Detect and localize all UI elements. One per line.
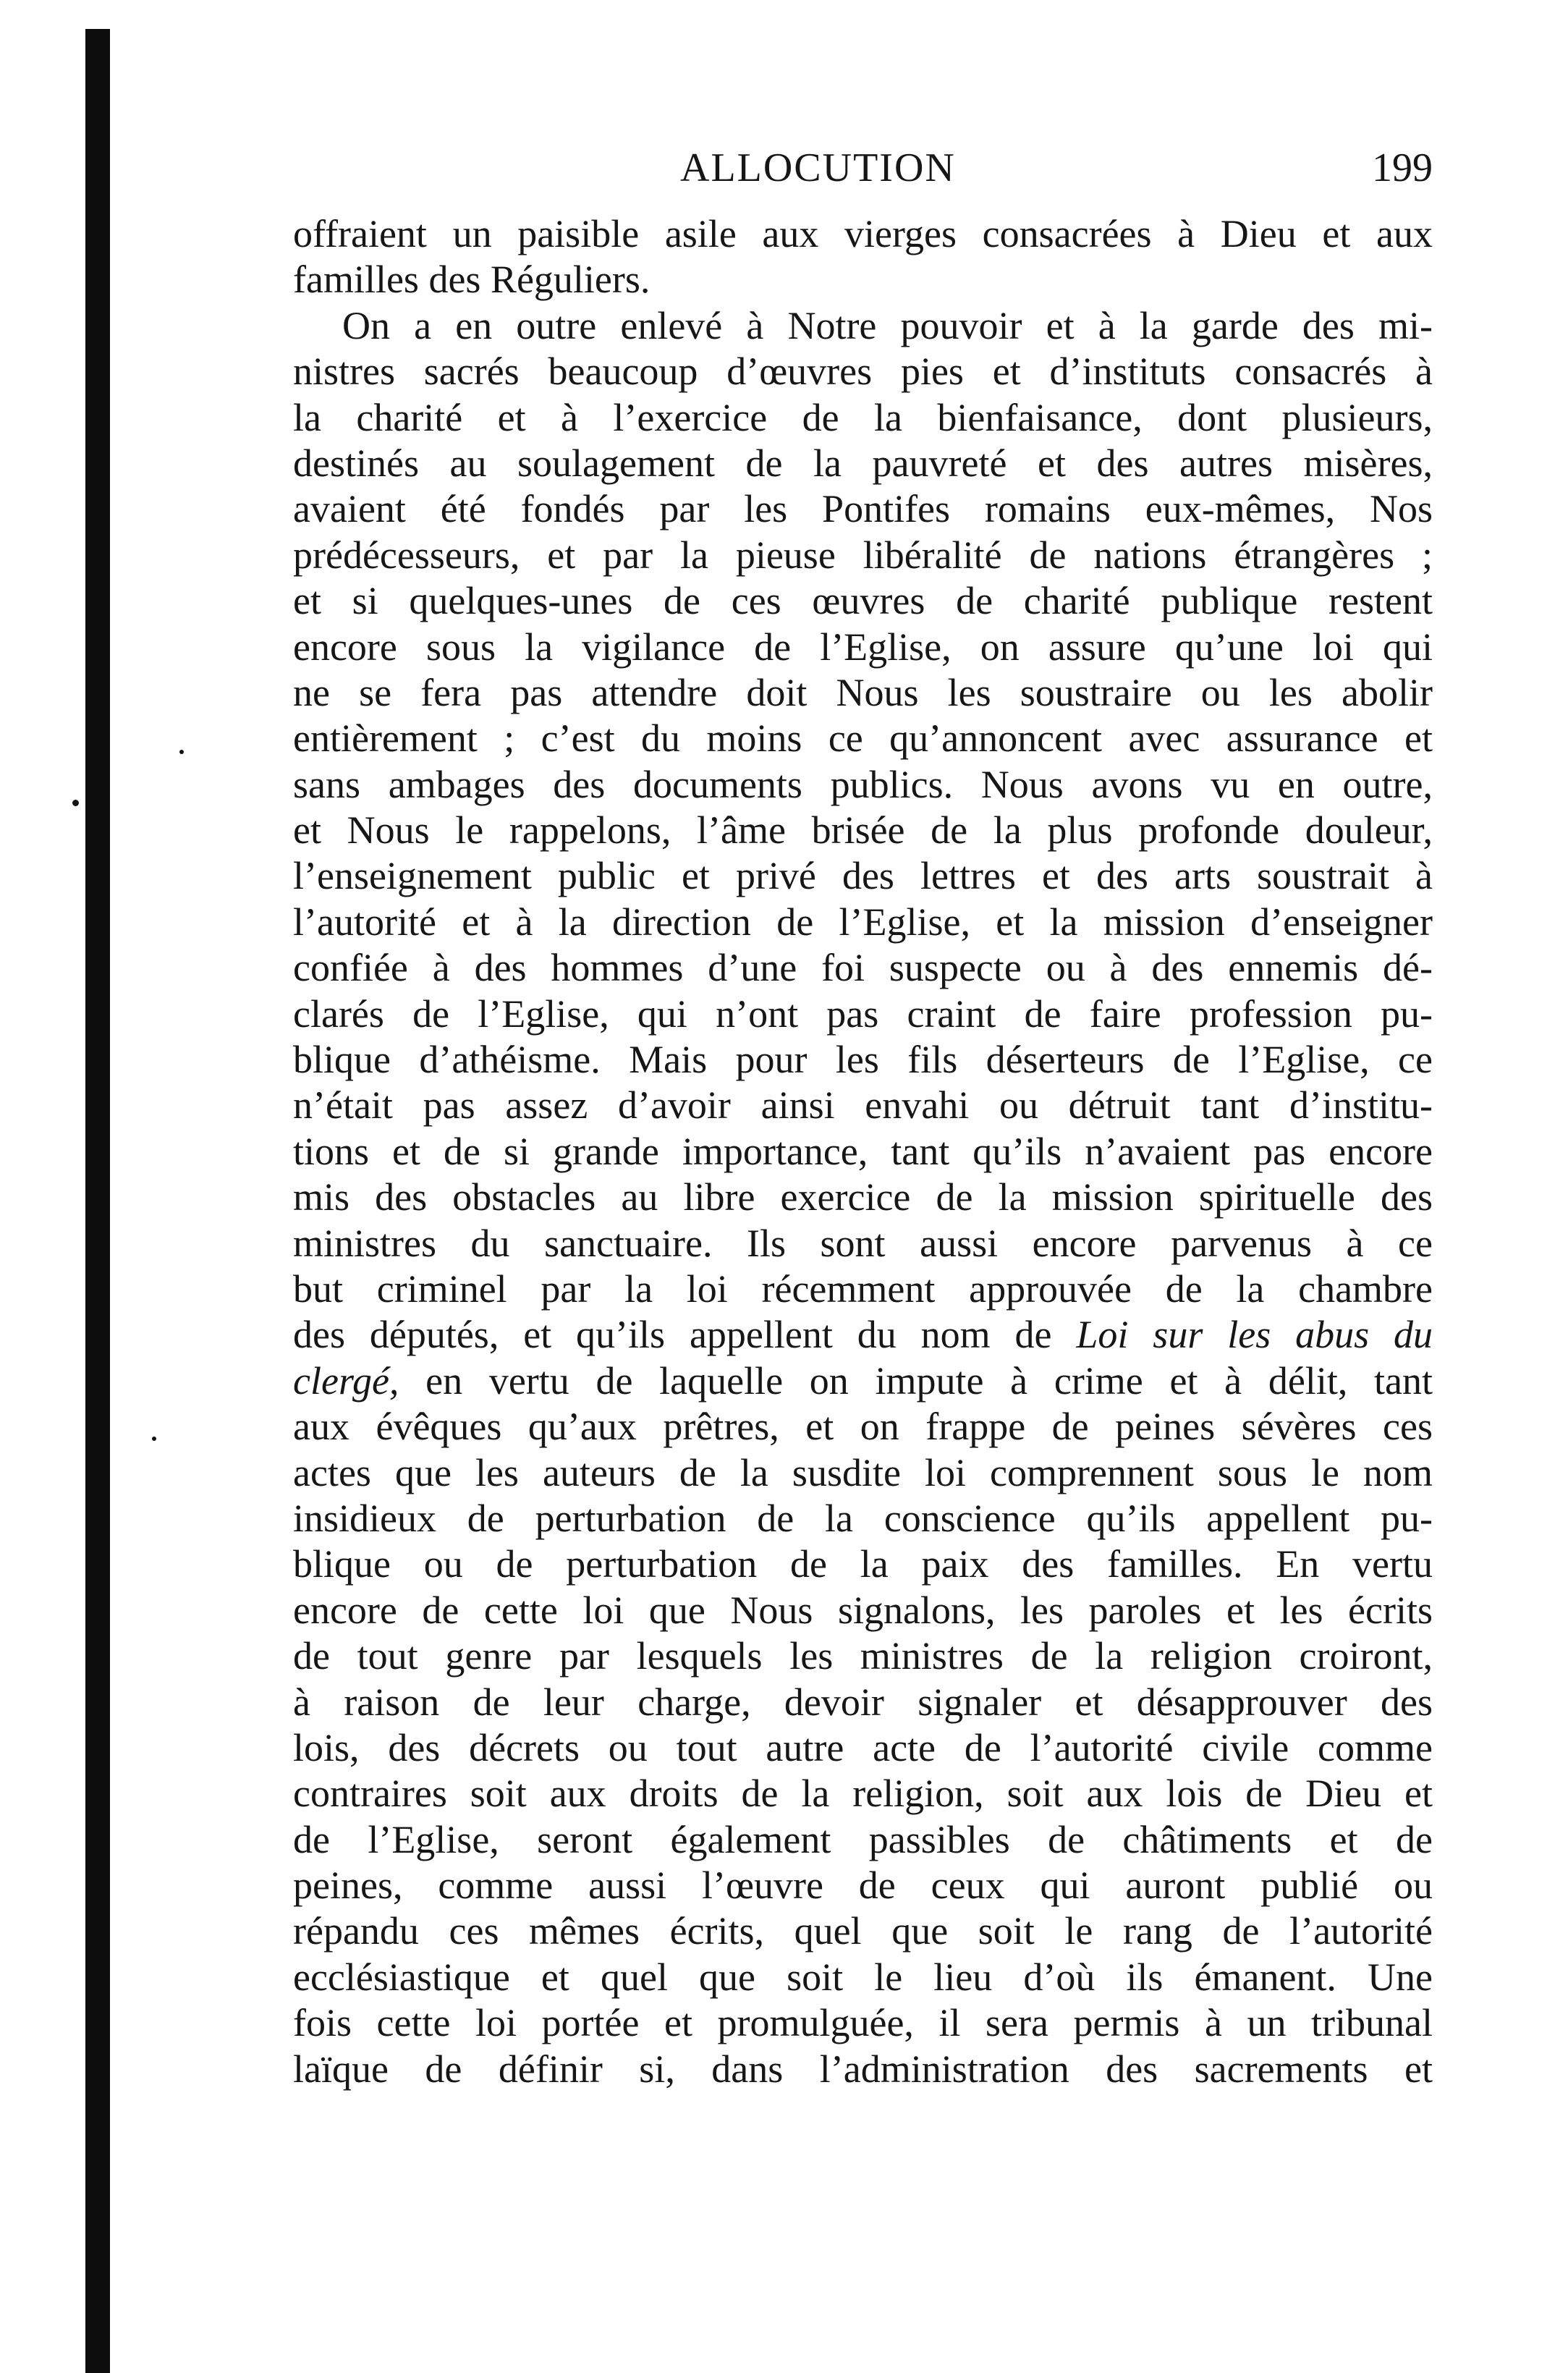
scan-speck (152, 1437, 156, 1441)
running-head (289, 139, 1433, 197)
text-line: et si quelques-unes de ces œuvres de charité publique restent (293, 579, 1433, 623)
body-text (293, 211, 1433, 2092)
text-line: et Nous le rappelons, l’âme brisée de la plus profonde douleur, (293, 808, 1433, 853)
text-line: avaient été fondés par les Pontifes romains eux-mêmes, Nos (293, 487, 1433, 531)
text-line: de tout genre par lesquels les ministres de la religion croiront, (293, 1634, 1433, 1678)
text-line: répandu ces mêmes écrits, quel que soit le rang de l’autorité (293, 1909, 1433, 1953)
text-line: peines, comme aussi l’œuvre de ceux qui auront publié ou (293, 1864, 1433, 1908)
text-line: entièrement ; c’est du moins ce qu’annoncent avec assurance et (293, 716, 1433, 761)
text-line: but criminel par la loi récemment approuvée de la chambre (293, 1266, 1433, 1311)
line-text: des députés, et qu’ils appellent du nom de (293, 1313, 1052, 1357)
binding-edge (85, 29, 110, 2373)
page-number: 199 (1372, 145, 1433, 190)
line-text: en vertu de laquelle on impute à crime et à délit, tant (425, 1358, 1433, 1403)
text-line: nistres sacrés beaucoup d’œuvres pies et d’instituts consacrés à (293, 350, 1433, 394)
text-line: encore de cette loi que Nous signalons, les paroles et les écrits (293, 1588, 1433, 1632)
text-line: mis des obstacles au libre exercice de la mission spirituelle des (293, 1175, 1433, 1219)
text-line: insidieux de perturbation de la conscience qu’ils appellent pu- (293, 1496, 1433, 1540)
text-line: destinés au soulagement de la pauvreté et des autres misères, (293, 441, 1433, 485)
text-line: On a en outre enlevé à Notre pouvoir et à la garde des mi- (342, 303, 1433, 347)
scan-speck (179, 750, 184, 754)
text-line: ne se fera pas attendre doit Nous les soustraire ou les abolir (293, 670, 1433, 714)
text-line: blique ou de perturbation de la paix des familles. En vertu (293, 1542, 1433, 1586)
text-line: offraient un paisible asile aux vierges consacrées à Dieu et aux (293, 212, 1433, 255)
text-line: prédécesseurs, et par la pieuse libéralité de nations étrangères ; (293, 533, 1433, 577)
text-line: lois, des décrets ou tout autre acte de l’autorité civile comme (293, 1725, 1433, 1769)
italic-law-title: Loi sur les abus du (1076, 1313, 1433, 1357)
running-title: ALLOCUTION (680, 145, 956, 190)
text-line: actes que les auteurs de la susdite loi comprennent sous le nom (293, 1450, 1433, 1494)
text-line: ecclésiastique et quel que soit le lieu d’où ils émanent. Une (293, 1955, 1433, 1999)
text-line: l’autorité et à la direction de l’Eglise, et la mission d’enseigner (293, 900, 1433, 944)
text-line: encore sous la vigilance de l’Eglise, on assure qu’une loi qui (293, 625, 1433, 669)
text-line: fois cette loi portée et promulguée, il sera permis à un tribunal (293, 2001, 1433, 2045)
text-line: confiée à des hommes d’une foi suspecte ou à des ennemis dé- (293, 946, 1433, 990)
text-line: la charité et à l’exercice de la bienfaisance, dont plusieurs, (293, 395, 1433, 439)
text-line: à raison de leur charge, devoir signaler et désapprouver des (293, 1680, 1433, 1724)
text-line: ministres du sanctuaire. Ils sont aussi encore parvenus à ce (293, 1221, 1433, 1265)
text-line: sans ambages des documents publics. Nous avons vu en outre, (293, 762, 1433, 806)
text-line: contraires soit aux droits de la religion, soit aux lois de Dieu et (293, 1772, 1433, 1816)
text-line: laïque de définir si, dans l’administration des sacrements et (293, 2047, 1433, 2091)
text-line: clarés de l’Eglise, qui n’ont pas craint de faire profession pu- (293, 991, 1433, 1036)
italic-law-title-end: clergé, (293, 1358, 399, 1403)
text-line: blique d’athéisme. Mais pour les fils déserteurs de l’Eglise, ce (293, 1038, 1433, 1082)
scan-speck (72, 800, 79, 806)
text-line (293, 1358, 1433, 1404)
text-line: tions et de si grande importance, tant qu’ils n’avaient pas encore (293, 1129, 1433, 1173)
text-line: de l’Eglise, seront également passibles de châtiments et de (293, 1817, 1433, 1861)
text-line: l’enseignement public et privé des lettres et des arts soustrait à (293, 854, 1433, 898)
text-line: aux évêques qu’aux prêtres, et on frappe de peines sévères ces (293, 1405, 1433, 1449)
text-line: n’était pas assez d’avoir ainsi envahi ou détruit tant d’institu- (293, 1083, 1433, 1128)
text-line (293, 1312, 1433, 1358)
text-line: familles des Réguliers. (293, 258, 650, 302)
